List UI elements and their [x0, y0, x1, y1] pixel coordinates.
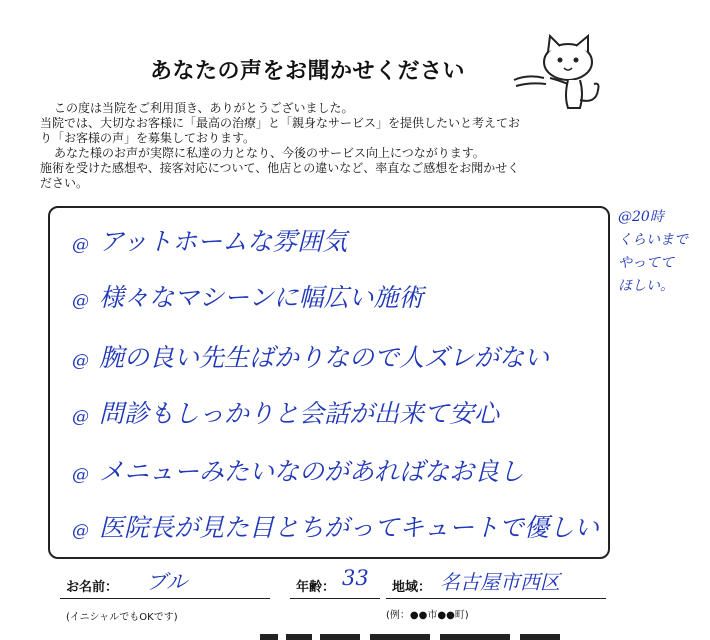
- comment-text: 様々なマシーンに幅広い施術: [99, 283, 424, 312]
- comment-line: [72, 394, 499, 430]
- bullet-mark: @: [72, 465, 89, 485]
- area-value: 名古屋市西区: [440, 570, 560, 594]
- bullet-mark: @: [72, 521, 89, 541]
- area-label: 地域：: [392, 580, 432, 595]
- margin-note: [618, 206, 710, 298]
- bullet-mark: @: [72, 407, 89, 427]
- intro-line: り「お客様の声」を募集しております。: [40, 131, 256, 145]
- comment-line: [72, 222, 347, 258]
- bullet-mark: @: [72, 235, 89, 255]
- name-label: お名前：: [66, 580, 119, 595]
- name-value: ブル: [146, 570, 188, 594]
- comment-line: [72, 278, 424, 314]
- margin-note-line: くらいまで: [618, 232, 688, 248]
- bullet-mark: @: [72, 351, 89, 371]
- intro-line: あなた様のお声が実際に私達の力となり、今後のサービス向上につながります。: [54, 146, 485, 160]
- intro-line: 施術を受けた感想や、接客対応について、他店との違いなど、率直なご感想をお聞かせく: [40, 161, 520, 175]
- margin-note-line: やってて: [618, 255, 674, 271]
- area-underline: [386, 598, 606, 599]
- comment-text: 医院長が見た目とちがってキュートで優しい: [99, 513, 600, 542]
- comment-box: [48, 206, 610, 559]
- intro-text: [40, 101, 640, 191]
- age-label: 年齢：: [296, 580, 336, 595]
- name-hint: (イニシャルでもOKです): [66, 612, 178, 623]
- comment-text: アットホームな雰囲気: [99, 227, 348, 256]
- comment-text: メニューみたいなのがあればなお良し: [99, 457, 525, 486]
- comment-text: 腕の良い先生ばかりなので人ズレがない: [99, 343, 550, 372]
- area-hint: (例：●●市●●町): [386, 610, 469, 621]
- margin-note-line: @20時: [618, 209, 664, 225]
- page-title: あなたの声をお聞かせください: [150, 59, 466, 84]
- intro-line: 当院では、大切なお客様に「最高の治療」と「親身なサービス」を提供したいと考えてお: [40, 116, 521, 130]
- intro-line: この度は当院をご利用頂き、ありがとうございました。: [54, 101, 354, 115]
- margin-note-line: ほしい。: [618, 278, 674, 294]
- bullet-mark: @: [72, 291, 89, 311]
- intro-line: ださい。: [40, 176, 89, 190]
- comment-line: [72, 452, 524, 488]
- name-underline: [60, 598, 270, 599]
- comment-line: [72, 508, 599, 544]
- age-underline: [290, 598, 380, 599]
- comment-text: 問診もしっかりと会話が出来て安心: [99, 399, 500, 428]
- age-value: 33: [342, 566, 369, 590]
- comment-line: [72, 338, 549, 374]
- cut-off-footer-text: [0, 628, 710, 640]
